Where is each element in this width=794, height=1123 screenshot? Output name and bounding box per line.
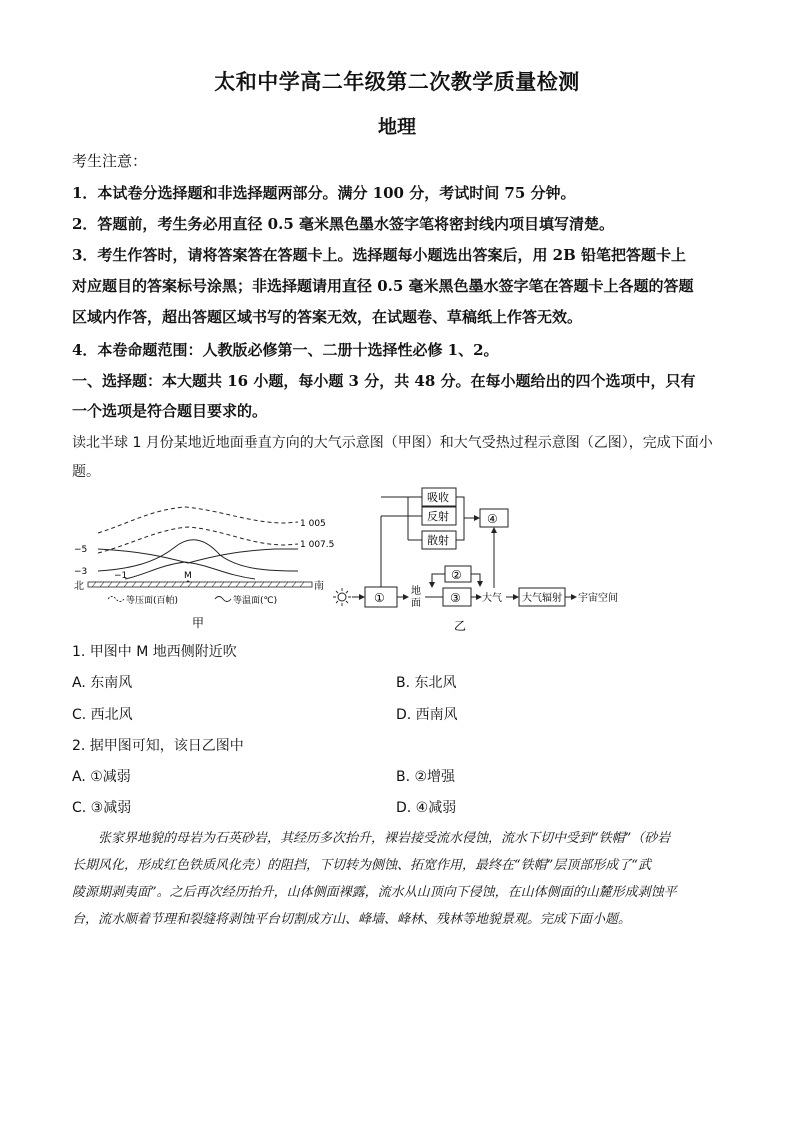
box-reflect-label: 反射	[427, 510, 449, 523]
legend-pressure-label: 等压面(百帕)	[126, 596, 179, 606]
q1-option-b[interactable]: B. 东北风	[396, 675, 457, 691]
notice-item-3-line-3: 区域内作答，超出答题区域书写的答案无效，在试题卷、草稿纸上作答无效。	[72, 308, 583, 326]
arrow-2-path	[471, 574, 480, 586]
label-minus5: −5	[74, 545, 88, 555]
isobar-1005	[98, 507, 298, 533]
label-north: 北	[74, 581, 84, 592]
legend-temp-symbol	[215, 597, 231, 602]
point-m-label: M	[184, 571, 192, 581]
box-1-label: ①	[374, 591, 385, 605]
label-minus1: −1	[114, 571, 128, 581]
atm-radiation-label: 大气辐射	[522, 593, 562, 604]
isotherm-minus5	[98, 549, 298, 563]
label-minus3: −3	[74, 567, 88, 577]
section1-instruction-line-2: 一个选项是符合题目要求的。	[72, 402, 268, 420]
passage-line-1: 张家界地貌的母岩为石英砂岩，其经历多次抬升，裸岩接受流水侵蚀，流水下切中受到“铁帽”（砂岩	[98, 831, 671, 846]
label-1005: 1 005	[300, 519, 326, 529]
sun-icon	[333, 588, 351, 606]
q1-option-a[interactable]: A. 东南风	[72, 675, 133, 691]
box-absorb-label: 吸收	[427, 491, 449, 504]
legend-temp-label: 等温面(℃)	[233, 596, 278, 606]
section1-instruction-line-1: 一、选择题：本大题共 16 小题，每小题 3 分，共 48 分。在每小题给出的四个选项中，只有	[72, 372, 696, 390]
passage	[72, 825, 726, 933]
box-scatter-label: 散射	[427, 534, 449, 547]
ground-label-1: 地	[411, 586, 421, 597]
notice-item-3-line-2: 对应题目的答案标号涂黑；非选择题请用直径 0.5 毫米黑色墨水签字笔在答题卡上各题的答题	[72, 277, 694, 295]
passage-line-2: 长期风化，形成红色铁质风化壳）的阻挡，下切转为侧蚀、拓宽作用，最终在“铁帽”层顶部形成了“武	[72, 858, 651, 873]
stem1-line-2: 题。	[72, 464, 100, 480]
q2-option-b[interactable]: B. ②增强	[396, 769, 456, 785]
notice-item-4: 4．本卷命题范围：人教版必修第一、二册十选择性必修 1、2。	[72, 341, 499, 359]
notice-item-2: 2．答题前，考生务必用直径 0.5 毫米黑色墨水签字笔将密封线内项目填写清楚。	[72, 215, 614, 233]
ground-label-2: 面	[411, 598, 421, 609]
caption-jia: 甲	[192, 616, 205, 630]
caption-yi: 乙	[454, 619, 467, 633]
label-10075: 1 007.5	[300, 540, 335, 550]
space-label: 宇宙空间	[578, 593, 618, 604]
atmosphere-label: 大气	[482, 593, 502, 604]
notice-item-3-line-1: 3．考生作答时，请将答案答在答题卡上。选择题每小题选出答案后，用 2B 铅笔把答题卡上	[72, 246, 687, 264]
box-4-label: ④	[487, 512, 498, 526]
figure-yi	[330, 484, 630, 634]
exam-title: 太和中学高二年级第二次教学质量检测	[214, 69, 580, 94]
notice-heading: 考生注意：	[72, 152, 148, 170]
figure-jia	[70, 505, 340, 635]
passage-line-3: 陵源期剥夷面”。之后再次经历抬升，山体侧面裸露，流水从山顶向下侵蚀，在山体侧面的山麓形成剥蚀平	[72, 885, 677, 900]
legend-pressure-symbol	[108, 597, 124, 602]
q1-stem: 1. 甲图中 M 地西侧附近吹	[72, 644, 237, 660]
q2-option-c[interactable]: C. ③减弱	[72, 800, 132, 816]
subject-title: 地理	[377, 116, 416, 138]
box-3-label: ③	[450, 591, 461, 605]
q1-option-d[interactable]: D. 西南风	[396, 707, 458, 723]
bracket-right	[456, 497, 464, 540]
ground-bar	[88, 582, 312, 587]
label-south: 南	[314, 581, 324, 592]
q1-option-c[interactable]: C. 西北风	[72, 707, 133, 723]
arrow-2-return	[432, 574, 445, 587]
stem1-line-1: 读北半球 1 月份某地近地面垂直方向的大气示意图（甲图）和大气受热过程示意图（乙图），完成下面小	[72, 435, 713, 451]
q2-option-d[interactable]: D. ④减弱	[396, 800, 457, 816]
notice-item-1: 1．本试卷分选择题和非选择题两部分。满分 100 分，考试时间 75 分钟。	[72, 184, 576, 202]
isotherm-minus3	[98, 540, 298, 571]
q2-stem: 2. 据甲图可知，该日乙图中	[72, 738, 244, 754]
box-2-label: ②	[451, 568, 462, 582]
q2-option-a[interactable]: A. ①减弱	[72, 769, 131, 785]
passage-line-4: 台，流水顺着节理和裂缝将剥蚀平台切割成方山、峰墙、峰林、残林等地貌景观。完成下面小题。	[72, 912, 632, 927]
